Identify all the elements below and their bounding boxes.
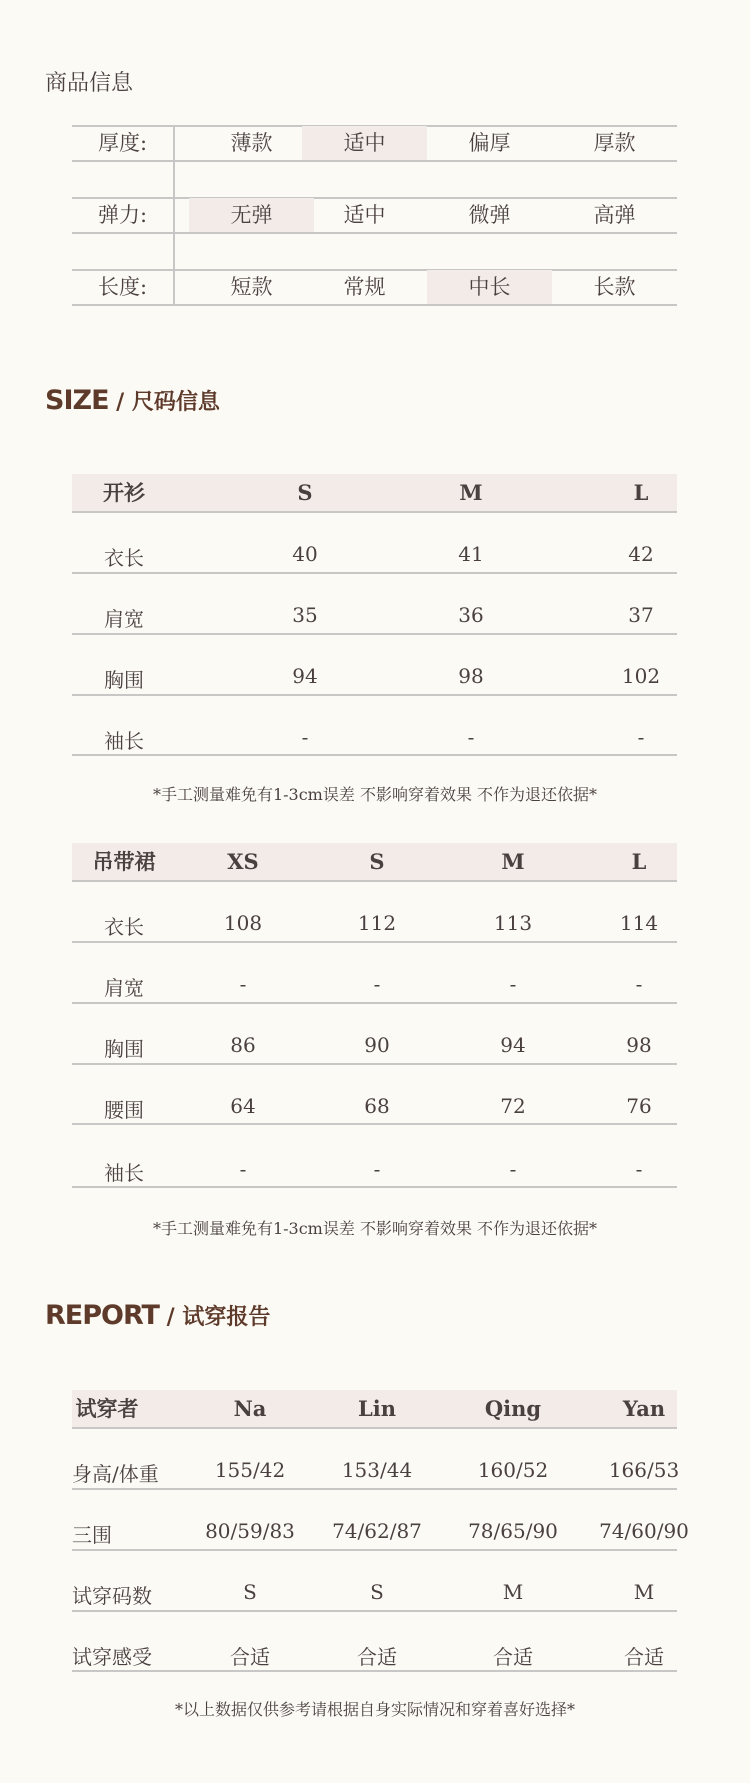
info-option-selected: 中长 (427, 270, 552, 304)
divider (72, 694, 677, 696)
info-row-label: 弹力: (97, 203, 148, 227)
divider (72, 1670, 677, 1672)
table-header (72, 843, 677, 880)
table-cell: M (502, 1580, 524, 1604)
row-label: 肩宽 (104, 976, 144, 1000)
measurement-note: *手工测量难免有1-3cm误差 不影响穿着效果 不作为退还依据* (152, 1219, 598, 1238)
divider (72, 1427, 677, 1429)
divider (72, 1549, 677, 1551)
header-cell: XS (227, 849, 259, 874)
report-heading-cn: 试穿报告 (182, 1304, 271, 1330)
divider (72, 1002, 677, 1004)
info-option: 厚款 (593, 131, 636, 155)
row-label: 胸围 (104, 668, 144, 692)
table-cell: - (637, 725, 645, 749)
row-label: 肩宽 (104, 607, 144, 631)
row-label: 衣长 (104, 915, 144, 939)
header-cell: Qing (484, 1396, 542, 1421)
table-cell: - (239, 972, 247, 996)
header-cell: Yan (622, 1396, 666, 1421)
table-cell: 114 (619, 911, 659, 935)
divider (72, 304, 677, 306)
divider (72, 1063, 677, 1065)
table-cell: 合适 (357, 1645, 397, 1669)
table-cell: 90 (364, 1033, 390, 1057)
cardigan-size-table (72, 474, 677, 756)
divider (72, 232, 677, 234)
divider (72, 160, 677, 162)
info-option-selected: 无弹 (189, 198, 314, 232)
info-option: 高弹 (593, 203, 636, 227)
table-cell: - (635, 1157, 643, 1181)
report-heading-sep: / (158, 1304, 183, 1330)
info-option: 短款 (230, 275, 273, 299)
size-heading-cn: 尺码信息 (131, 389, 220, 415)
divider (72, 941, 677, 943)
info-row-label: 长度: (97, 275, 148, 299)
header-cell: Na (233, 1396, 267, 1421)
table-cell: 108 (223, 911, 263, 935)
table-cell: 64 (230, 1094, 256, 1118)
header-cell: M (501, 849, 525, 874)
info-row-length (72, 270, 677, 304)
table-cell: 166/53 (608, 1458, 680, 1482)
table-cell: M (633, 1580, 655, 1604)
table-cell: 78/65/90 (468, 1519, 558, 1543)
header-cell: 试穿者 (75, 1396, 139, 1421)
header-cell: 吊带裙 (92, 849, 156, 874)
table-cell: 74/62/87 (332, 1519, 422, 1543)
table-cell: 102 (621, 664, 661, 688)
divider (72, 1610, 677, 1612)
product-info-table (72, 125, 677, 305)
divider (72, 1186, 677, 1188)
report-section-heading (45, 1300, 270, 1331)
slip-dress-size-table (72, 843, 677, 1188)
table-cell: S (370, 1580, 384, 1604)
table-cell: 94 (500, 1033, 526, 1057)
table-cell: - (635, 972, 643, 996)
table-cell: 112 (357, 911, 397, 935)
info-row-thickness (72, 126, 677, 160)
table-cell: 153/44 (341, 1458, 413, 1482)
table-cell: - (373, 1157, 381, 1181)
header-cell: S (297, 480, 313, 505)
info-option-selected: 适中 (302, 126, 427, 160)
info-option: 长款 (593, 275, 636, 299)
table-cell: - (509, 972, 517, 996)
header-cell: M (459, 480, 483, 505)
table-cell: 68 (364, 1094, 390, 1118)
row-label: 试穿码数 (72, 1584, 152, 1608)
header-cell: S (369, 849, 385, 874)
table-cell: 合适 (230, 1645, 270, 1669)
row-label: 身高/体重 (72, 1462, 159, 1486)
header-cell: Lin (357, 1396, 396, 1421)
table-cell: 35 (292, 603, 318, 627)
divider (72, 880, 677, 882)
row-label: 三围 (72, 1523, 112, 1547)
table-cell: - (239, 1157, 247, 1181)
table-cell: 合适 (493, 1645, 533, 1669)
table-cell: 72 (500, 1094, 526, 1118)
divider (72, 572, 677, 574)
row-label: 试穿感受 (72, 1645, 152, 1669)
table-cell: 113 (493, 911, 533, 935)
table-cell: 94 (292, 664, 318, 688)
info-option: 微弹 (468, 203, 511, 227)
table-cell: 37 (628, 603, 654, 627)
table-cell: S (243, 1580, 257, 1604)
table-cell: 86 (230, 1033, 256, 1057)
measurement-note: *手工测量难免有1-3cm误差 不影响穿着效果 不作为退还依据* (152, 785, 598, 804)
header-cell: 开衫 (103, 480, 145, 505)
info-option: 薄款 (230, 131, 273, 155)
table-cell: 160/52 (477, 1458, 549, 1482)
info-row-elasticity (72, 198, 677, 232)
table-cell: 155/42 (214, 1458, 286, 1482)
table-cell: - (509, 1157, 517, 1181)
table-cell: 36 (458, 603, 484, 627)
row-label: 腰围 (104, 1098, 144, 1122)
header-cell: L (633, 480, 649, 505)
table-cell: 98 (626, 1033, 652, 1057)
row-label: 袖长 (104, 729, 144, 753)
table-cell: 80/59/83 (205, 1519, 295, 1543)
table-cell: 74/60/90 (599, 1519, 689, 1543)
size-section-heading (45, 385, 220, 416)
table-cell: 合适 (624, 1645, 664, 1669)
divider (72, 754, 677, 756)
try-on-report-table (72, 1390, 689, 1672)
header-cell: L (631, 849, 647, 874)
info-option: 适中 (343, 203, 386, 227)
row-label: 衣长 (104, 546, 144, 570)
product-info-title: 商品信息 (45, 71, 134, 96)
divider (72, 1488, 677, 1490)
divider (72, 633, 677, 635)
table-cell: - (373, 972, 381, 996)
info-row-label: 厚度: (97, 131, 148, 155)
info-option: 偏厚 (468, 131, 511, 155)
row-label: 袖长 (104, 1161, 144, 1185)
row-label: 胸围 (104, 1037, 144, 1061)
table-header (72, 474, 677, 511)
table-header (72, 1390, 677, 1427)
table-cell: 41 (458, 542, 484, 566)
info-option: 常规 (343, 275, 386, 299)
size-heading-en: SIZE (45, 385, 109, 416)
table-cell: 76 (626, 1094, 652, 1118)
divider (72, 1123, 677, 1125)
table-cell: - (301, 725, 309, 749)
divider (72, 511, 677, 513)
report-heading-en: REPORT (45, 1300, 159, 1331)
size-heading-sep: / (108, 389, 132, 415)
reference-note: *以上数据仅供参考请根据自身实际情况和穿着喜好选择* (174, 1700, 575, 1719)
table-cell: 98 (458, 664, 484, 688)
table-cell: - (467, 725, 475, 749)
table-cell: 42 (628, 542, 654, 566)
table-cell: 40 (292, 542, 318, 566)
